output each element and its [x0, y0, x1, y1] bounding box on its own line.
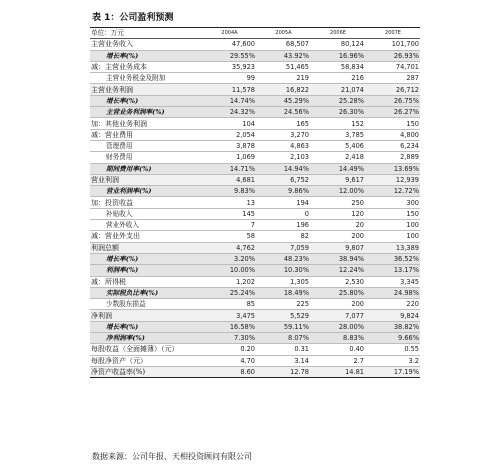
table-cell: 7.30% [202, 333, 256, 344]
row-label: 增长率(%) [90, 253, 202, 264]
table-cell: 9,824 [365, 310, 420, 321]
table-cell: 24.98% [365, 287, 420, 298]
row-label: 增长率(%) [90, 95, 202, 106]
table-cell: 2,889 [400, 153, 419, 162]
table-cell: 38.82% [365, 321, 420, 332]
table-row [90, 95, 420, 106]
table-cell: 101,700 [391, 40, 419, 49]
table-cell: 6,234 [400, 142, 419, 151]
table-row [90, 321, 420, 332]
table-cell: 0.31 [294, 345, 309, 354]
table-cell: 200 [351, 300, 364, 309]
row-label: 加：投资收益 [91, 198, 133, 207]
table-cell: 0 [304, 209, 309, 218]
table-row [90, 84, 420, 95]
table-cell: 14.81 [310, 366, 365, 377]
table-cell: 35,923 [231, 63, 255, 72]
row-label: 每股收益（全面摊薄）（元） [91, 345, 179, 354]
table-cell: 194 [296, 198, 309, 207]
table-cell: 14.74% [202, 95, 256, 106]
table-row [90, 208, 420, 219]
table-row [90, 355, 420, 366]
table-cell: 10.30% [256, 265, 310, 276]
unit-label: 单位：万元 [91, 29, 124, 38]
table-cell: 4.70 [240, 356, 255, 365]
row-label: 净利润 [90, 310, 202, 321]
table-cell: 152 [351, 119, 364, 128]
table-cell: 0.40 [349, 345, 364, 354]
row-label: 每股净资产（元） [91, 356, 147, 365]
table-cell: 24.56% [256, 107, 310, 118]
table-cell: 4,681 [202, 174, 256, 185]
row-label: 增长率(%) [90, 50, 202, 61]
table-cell: 25.28% [310, 95, 365, 106]
table-cell: 9,617 [310, 174, 365, 185]
row-label: 营业利润率(%) [90, 186, 202, 197]
table-title: 表 1：公司盈利预测 [92, 13, 174, 23]
table-cell: 14.49% [310, 163, 365, 174]
table-cell: 8.83% [310, 333, 365, 344]
table-row [90, 242, 420, 253]
row-label: 期间费用率(%) [90, 163, 202, 174]
table-cell: 48.23% [256, 253, 310, 264]
row-label: 营业外收入 [106, 221, 139, 230]
table-cell: 9.66% [365, 333, 420, 344]
table-cell: 13 [246, 198, 255, 207]
table-row [90, 231, 420, 242]
table-row [90, 299, 420, 310]
row-label: 主营业务收入 [91, 40, 133, 49]
table-cell: 4,800 [400, 130, 419, 139]
table-cell: 225 [296, 300, 309, 309]
table-cell: 300 [406, 198, 419, 207]
table-cell: 13,389 [365, 242, 420, 253]
table-row [90, 366, 420, 377]
table-row [90, 163, 420, 174]
row-label: 主营业务利润率(%) [90, 107, 202, 118]
table-cell: 100 [406, 232, 419, 241]
row-label: 营业利润 [90, 174, 202, 185]
table-cell: 3,785 [345, 130, 364, 139]
table-cell: 2.7 [353, 356, 364, 365]
table-cell: 9.83% [202, 186, 256, 197]
table-cell: 104 [242, 119, 255, 128]
table-cell: 20 [355, 221, 364, 230]
row-label: 减：营业外支出 [91, 232, 140, 241]
table-cell: 7 [250, 221, 255, 230]
table-cell: 16.58% [202, 321, 256, 332]
table-cell: 250 [351, 198, 364, 207]
table-cell: 3,270 [290, 130, 309, 139]
row-label: 利润率(%) [90, 265, 202, 276]
table-row [90, 265, 420, 276]
table-cell: 13.69% [365, 163, 420, 174]
table-cell: 51,465 [285, 63, 309, 72]
table-cell: 14.71% [202, 163, 256, 174]
row-label: 实际税负比率(%) [90, 287, 202, 298]
table-cell: 68,507 [285, 40, 309, 49]
row-label: 主营业务税金及附加 [106, 74, 166, 83]
table-cell: 100 [406, 221, 419, 230]
table-cell: 8.60 [202, 366, 256, 377]
column-header: 2006E [330, 30, 346, 37]
table-cell: 3,345 [400, 277, 419, 286]
table-row [90, 140, 420, 151]
table-cell: 0.55 [404, 345, 419, 354]
table-cell: 45.29% [256, 95, 310, 106]
row-label: 减：所得税 [91, 277, 126, 286]
table-row [90, 61, 420, 72]
row-label: 增长率(%) [90, 321, 202, 332]
table-row [90, 333, 420, 344]
table-cell: 26.93% [365, 50, 420, 61]
table-cell: 216 [351, 74, 364, 83]
table-cell: 9,807 [310, 242, 365, 253]
row-label: 少数股东损益 [106, 300, 146, 309]
table-cell: 1,202 [236, 277, 255, 286]
table-cell: 25.80% [310, 287, 365, 298]
data-source-note: 数据来源：公司年报、天相投资顾问有限公司 [92, 452, 252, 461]
table-row [90, 197, 420, 208]
table-cell: 0.20 [240, 345, 255, 354]
table-row [90, 344, 420, 355]
table-cell: 12.24% [310, 265, 365, 276]
table-cell: 7,077 [310, 310, 365, 321]
table-row [90, 107, 420, 118]
row-label: 主营业务利润 [90, 84, 202, 95]
row-label: 补贴收入 [106, 209, 133, 218]
table-cell: 58 [246, 232, 255, 241]
table-cell: 196 [296, 221, 309, 230]
row-label: 减：主营业务成本 [91, 63, 147, 72]
table-cell: 2,054 [236, 130, 255, 139]
row-label: 管理费用 [106, 142, 133, 151]
row-label: 财务费用 [106, 153, 133, 162]
column-header: 2005A [275, 30, 292, 37]
table-cell: 36.52% [365, 253, 420, 264]
table-cell: 25.24% [202, 287, 256, 298]
table-row [90, 287, 420, 298]
table-cell: 2,418 [345, 153, 364, 162]
table-cell: 17.19% [365, 366, 420, 377]
table-cell: 2,103 [290, 153, 309, 162]
table-cell: 4,762 [202, 242, 256, 253]
table-cell: 99 [246, 74, 255, 83]
table-cell: 29.55% [202, 50, 256, 61]
table-cell: 150 [406, 209, 419, 218]
table-row [90, 118, 420, 129]
table-cell: 6,752 [256, 174, 310, 185]
table-cell: 2,530 [345, 277, 364, 286]
table-cell: 150 [406, 119, 419, 128]
profit-forecast-table [90, 27, 420, 378]
table-body [90, 28, 420, 378]
table-cell: 200 [351, 232, 364, 241]
table-cell: 14.94% [256, 163, 310, 174]
table-row [90, 186, 420, 197]
table-cell: 12.78 [256, 366, 310, 377]
table-cell: 3.20% [202, 253, 256, 264]
table-cell: 12.72% [365, 186, 420, 197]
table-cell: 85 [246, 300, 255, 309]
table-row [90, 276, 420, 287]
table-cell: 3,475 [202, 310, 256, 321]
table-cell: 10.00% [202, 265, 256, 276]
table-cell: 58,834 [340, 63, 364, 72]
row-label: 利润总额 [90, 242, 202, 253]
table-header-row [90, 28, 420, 39]
table-cell: 3,878 [236, 142, 255, 151]
table-cell: 80,124 [340, 40, 364, 49]
table-cell: 5,529 [256, 310, 310, 321]
table-row [90, 174, 420, 185]
table-cell: 3.14 [294, 356, 309, 365]
table-row [90, 50, 420, 61]
table-cell: 18.49% [256, 287, 310, 298]
table-cell: 3.2 [408, 356, 419, 365]
table-cell: 43.92% [256, 50, 310, 61]
column-header: 2007E [385, 30, 401, 37]
row-label: 减：营业费用 [91, 130, 133, 139]
table-cell: 11,578 [202, 84, 256, 95]
table-cell: 219 [296, 74, 309, 83]
table-cell: 12,939 [365, 174, 420, 185]
table-cell: 165 [296, 119, 309, 128]
table-cell: 26,712 [365, 84, 420, 95]
table-cell: 9.86% [256, 186, 310, 197]
row-label: 净资产收益率(%) [90, 366, 202, 377]
table-cell: 26.30% [310, 107, 365, 118]
table-cell: 1,069 [236, 153, 255, 162]
table-cell: 7,059 [256, 242, 310, 253]
table-cell: 28.00% [310, 321, 365, 332]
table-cell: 13.17% [365, 265, 420, 276]
row-label: 净利润率(%) [90, 333, 202, 344]
table-cell: 16.96% [310, 50, 365, 61]
table-row [90, 73, 420, 84]
table-row [90, 129, 420, 140]
table-cell: 4,863 [290, 142, 309, 151]
table-cell: 26.27% [365, 107, 420, 118]
table-cell: 24.32% [202, 107, 256, 118]
table-cell: 287 [406, 74, 419, 83]
table-cell: 47,600 [231, 40, 255, 49]
table-row [90, 220, 420, 231]
row-label: 加：其他业务利润 [91, 119, 147, 128]
table-cell: 120 [351, 209, 364, 218]
table-cell: 82 [300, 232, 309, 241]
table-cell: 74,701 [395, 63, 419, 72]
table-cell: 21,074 [310, 84, 365, 95]
table-row [90, 152, 420, 163]
column-header: 2004A [221, 30, 238, 37]
table-cell: 26.75% [365, 95, 420, 106]
table-cell: 38.94% [310, 253, 365, 264]
table-row [90, 310, 420, 321]
table-cell: 145 [242, 209, 255, 218]
table-row [90, 39, 420, 50]
table-cell: 8.07% [256, 333, 310, 344]
table-cell: 1,305 [290, 277, 309, 286]
table-cell: 59.11% [256, 321, 310, 332]
table-cell: 5,406 [345, 142, 364, 151]
table-row [90, 253, 420, 264]
table-cell: 16,822 [256, 84, 310, 95]
table-cell: 220 [406, 300, 419, 309]
table-cell: 12.00% [310, 186, 365, 197]
